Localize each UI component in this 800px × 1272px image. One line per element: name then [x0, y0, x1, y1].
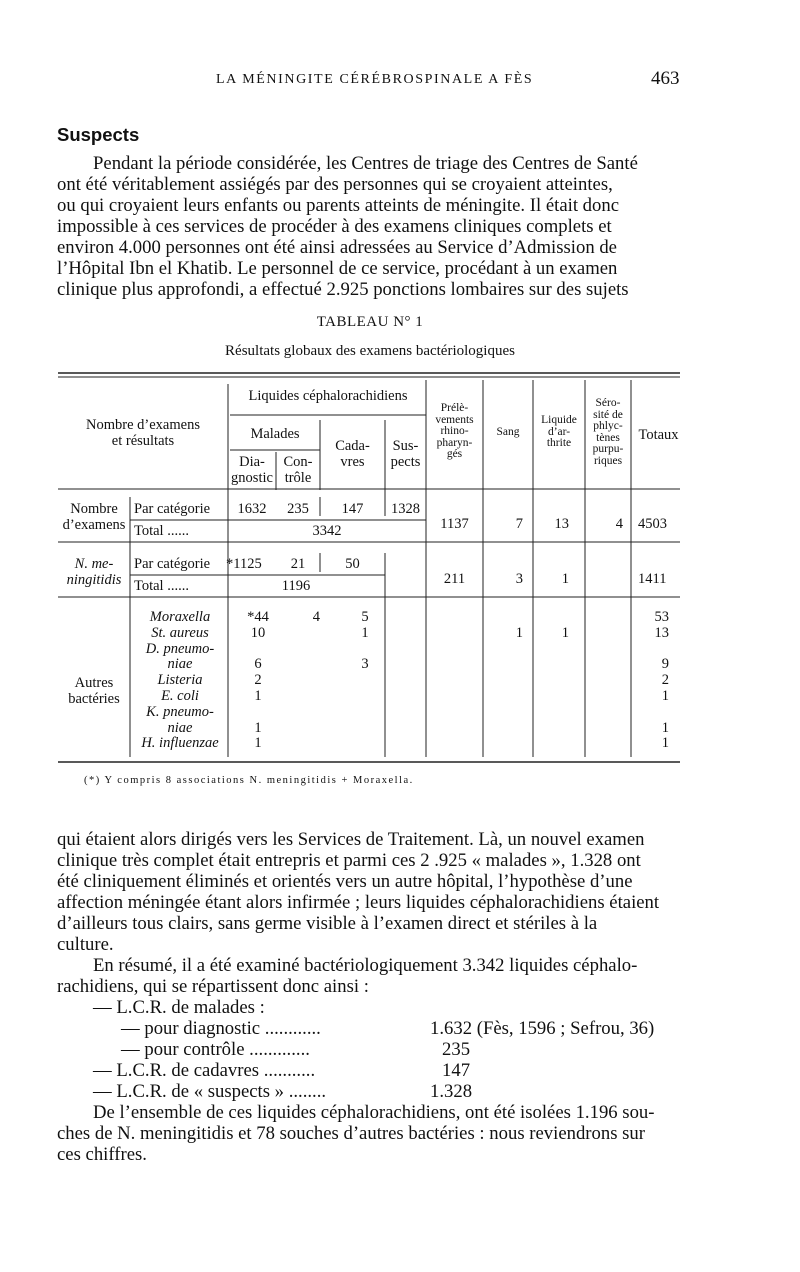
bacteria-name: Listeria — [157, 672, 203, 689]
cell-totaux: 1 — [661, 735, 669, 752]
bacteria-name: D. pneumo- — [145, 640, 215, 657]
bacteria-name: E. coli — [161, 688, 199, 704]
par-categorie-label: Par catégorie — [134, 501, 211, 517]
text-line: clinique très complet était entrepris et parmi ces 2 .925 « malades », 1.328 ont — [57, 850, 641, 871]
header-text: pects — [390, 454, 421, 470]
cell-totaux: 13 — [654, 624, 669, 641]
header-text: Dia- — [239, 454, 265, 470]
serosite-header — [585, 398, 631, 467]
cell-prelevements: 1137 — [440, 516, 469, 532]
header-text: Cada- — [335, 438, 370, 454]
header-text: purpu- — [592, 443, 624, 455]
cell-cadavres: 1 — [361, 624, 369, 641]
page-number: 463 — [651, 68, 680, 89]
row-label: N. me- — [74, 556, 114, 572]
header-text: Nombre d’examens — [86, 417, 200, 433]
table-subtitle: Résultats globaux des examens bactériologiques — [225, 343, 515, 359]
cell-liquide: 1 — [561, 571, 569, 587]
header-text: Liquide — [541, 414, 577, 426]
diagnostic-header — [228, 454, 276, 486]
header-text: gés — [446, 448, 463, 460]
total-label: Total ...... — [134, 578, 189, 594]
header-text: sité de — [593, 408, 623, 421]
cell-sang: 7 — [515, 516, 523, 532]
cell-cadavres: 3 — [361, 656, 369, 673]
cell-totaux: 4503 — [638, 516, 667, 532]
table-footnote: (*) Y compris 8 associations N. meningitidis + Moraxella. — [84, 775, 414, 786]
cell-controle: 21 — [290, 556, 306, 572]
header-text: pharyn- — [436, 436, 473, 449]
cell-diagnostic: *1125 — [226, 556, 262, 572]
cell-liquide: 1 — [561, 624, 569, 641]
header-text: rhino- — [440, 425, 469, 437]
cell-liquide: 13 — [554, 516, 569, 532]
bacteria-name: niae — [167, 719, 193, 736]
text-line: Pendant la période considérée, les Centres de triage des Centres de Santé — [93, 153, 638, 174]
list-item-label: — L.C.R. de malades : — [93, 997, 265, 1018]
cell-diagnostic: *44 — [247, 609, 269, 625]
totaux-header: Totaux — [638, 427, 679, 443]
text-line: impossible à ces services de procéder à des examens cliniques complets et — [57, 216, 612, 237]
list-item-label: — pour diagnostic ............ — [121, 1018, 321, 1039]
text-line: affection méningée étant alors infirmée ; leurs liquides céphalorachidiens étaient — [57, 892, 660, 913]
cell-diagnostic: 1 — [254, 735, 262, 752]
text-line: ou qui croyaient leurs enfants ou parents atteints de méningite. Il était donc — [57, 195, 620, 216]
text-line: environ 4.000 personnes ont été ainsi adressées au Service d’Admission de — [57, 237, 617, 258]
text-line: ces chiffres. — [57, 1144, 147, 1165]
cell-suspects: 1328 — [391, 501, 420, 517]
n-meningitidis-label — [58, 556, 130, 588]
running-title: LA MÉNINGITE CÉRÉBROSPINALE A FÈS — [216, 72, 534, 87]
cadavres-header — [320, 438, 385, 470]
list-item-value: 1.328 — [430, 1081, 473, 1102]
cell-cadavres: 5 — [361, 609, 369, 625]
list-item-value: 147 — [442, 1060, 471, 1081]
controle-header — [276, 454, 320, 486]
header-text: et résultats — [111, 433, 175, 449]
header-text: d’ar- — [547, 425, 571, 438]
bacteria-name: St. aureus — [151, 624, 209, 641]
header-text: trôle — [284, 470, 312, 486]
text-line: d’ailleurs tous clairs, sans germe visible à l’examen direct et stériles à la — [57, 913, 598, 934]
bacteria-name: K. pneumo- — [146, 703, 214, 720]
cell-diagnostic: 2 — [254, 672, 262, 689]
text-line: culture. — [57, 934, 114, 955]
malades-header: Malades — [250, 426, 300, 442]
row-label: bactéries — [68, 691, 120, 707]
cell-totaux: 1 — [661, 688, 669, 704]
cell-sang: 1 — [515, 624, 523, 641]
cell-totaux: 2 — [661, 672, 669, 689]
cell-diagnostic: 10 — [250, 624, 266, 641]
cell-total-lcr: 3342 — [312, 523, 342, 539]
cell-totaux: 1 — [661, 719, 669, 736]
table-title: TABLEAU N° 1 — [316, 314, 424, 330]
header-text: vres — [340, 454, 365, 470]
header-text: Con- — [283, 454, 313, 470]
cell-diagnostic: 6 — [254, 656, 262, 673]
nombre-examens-label — [58, 501, 130, 533]
lcr-group-header: Liquides céphalorachidiens — [248, 388, 408, 404]
cell-cadavres: 147 — [341, 501, 364, 517]
list-item-label: — L.C.R. de cadavres ........... — [93, 1060, 316, 1081]
row-label: ningitidis — [66, 572, 122, 588]
sang-header: Sang — [496, 426, 520, 438]
paragraph-4 — [57, 1102, 680, 1165]
list-item-label: — pour contrôle ............. — [121, 1039, 310, 1060]
section-title: Suspects — [57, 124, 140, 145]
row-label: Nombre — [70, 501, 118, 517]
list-item-label: — L.C.R. de « suspects » ........ — [93, 1081, 327, 1102]
text-line: ont été véritablement assiégés par des personnes qui se croyaient atteintes, — [57, 174, 613, 195]
paragraph-3 — [57, 955, 680, 997]
text-line: En résumé, il a été examiné bactériologiquement 3.342 liquides céphalo- — [93, 955, 638, 976]
cell-totaux: 53 — [654, 609, 669, 625]
header-text: Prélè- — [440, 402, 469, 414]
cell-serosite: 4 — [615, 516, 623, 532]
cell-controle: 4 — [312, 609, 320, 625]
bacteria-name: H. influenzae — [141, 735, 219, 752]
cell-prelevements: 211 — [443, 571, 466, 587]
header-text: phlyc- — [593, 420, 623, 432]
par-categorie-label: Par catégorie — [134, 556, 211, 572]
text-line: l’Hôpital Ibn el Khatib. Le personnel de ce service, procédant à un examen — [57, 258, 618, 279]
row-label-header — [58, 417, 228, 449]
cell-total-lcr: 1196 — [281, 578, 311, 594]
header-text: riques — [593, 454, 623, 467]
suspects-header — [385, 438, 426, 470]
row-label: d’examens — [62, 517, 126, 533]
text-line: De l’ensemble de ces liquides céphalorachidiens, ont été isolées 1.196 sou- — [93, 1102, 655, 1123]
cell-cadavres: 50 — [345, 556, 360, 572]
header-text: Sus- — [392, 438, 419, 454]
cell-diagnostic: 1 — [254, 688, 262, 704]
total-label: Total ...... — [134, 523, 189, 539]
list-item-value: 235 — [442, 1039, 471, 1060]
row-label: Autres — [74, 675, 114, 691]
bacteria-name: Moraxella — [149, 609, 211, 625]
cell-diagnostic: 1 — [254, 719, 262, 736]
text-line: ches de N. meningitidis et 78 souches d’autres bactéries : nous reviendrons sur — [57, 1123, 645, 1144]
liquide-header — [533, 415, 585, 450]
prelevements-header — [426, 403, 483, 461]
autres-bacteries-label — [58, 675, 130, 707]
text-line: clinique plus approfondi, a effectué 2.925 ponctions lombaires sur des sujets — [57, 279, 629, 300]
cell-totaux: 1411 — [638, 571, 667, 587]
cell-totaux: 9 — [661, 656, 669, 673]
list-item-value: 1.632 (Fès, 1596 ; Sefrou, 36) — [430, 1018, 655, 1039]
cell-diagnostic: 1632 — [237, 501, 267, 517]
text-line: été cliniquement éliminés et orientés vers un autre hôpital, l’hypothèse d’une — [57, 871, 633, 892]
header-text: thrite — [546, 437, 572, 449]
text-line: rachidiens, qui se répartissent donc ainsi : — [57, 976, 369, 997]
header-text: tènes — [596, 431, 620, 444]
header-text: gnostic — [231, 470, 273, 486]
bacteria-name: niae — [167, 656, 193, 673]
text-line: qui étaient alors dirigés vers les Services de Traitement. Là, un nouvel examen — [57, 829, 645, 850]
header-text: Séro- — [595, 397, 621, 409]
cell-controle: 235 — [287, 501, 309, 517]
cell-sang: 3 — [515, 571, 523, 587]
paragraph-2 — [57, 829, 680, 955]
header-text: vements — [435, 413, 474, 426]
